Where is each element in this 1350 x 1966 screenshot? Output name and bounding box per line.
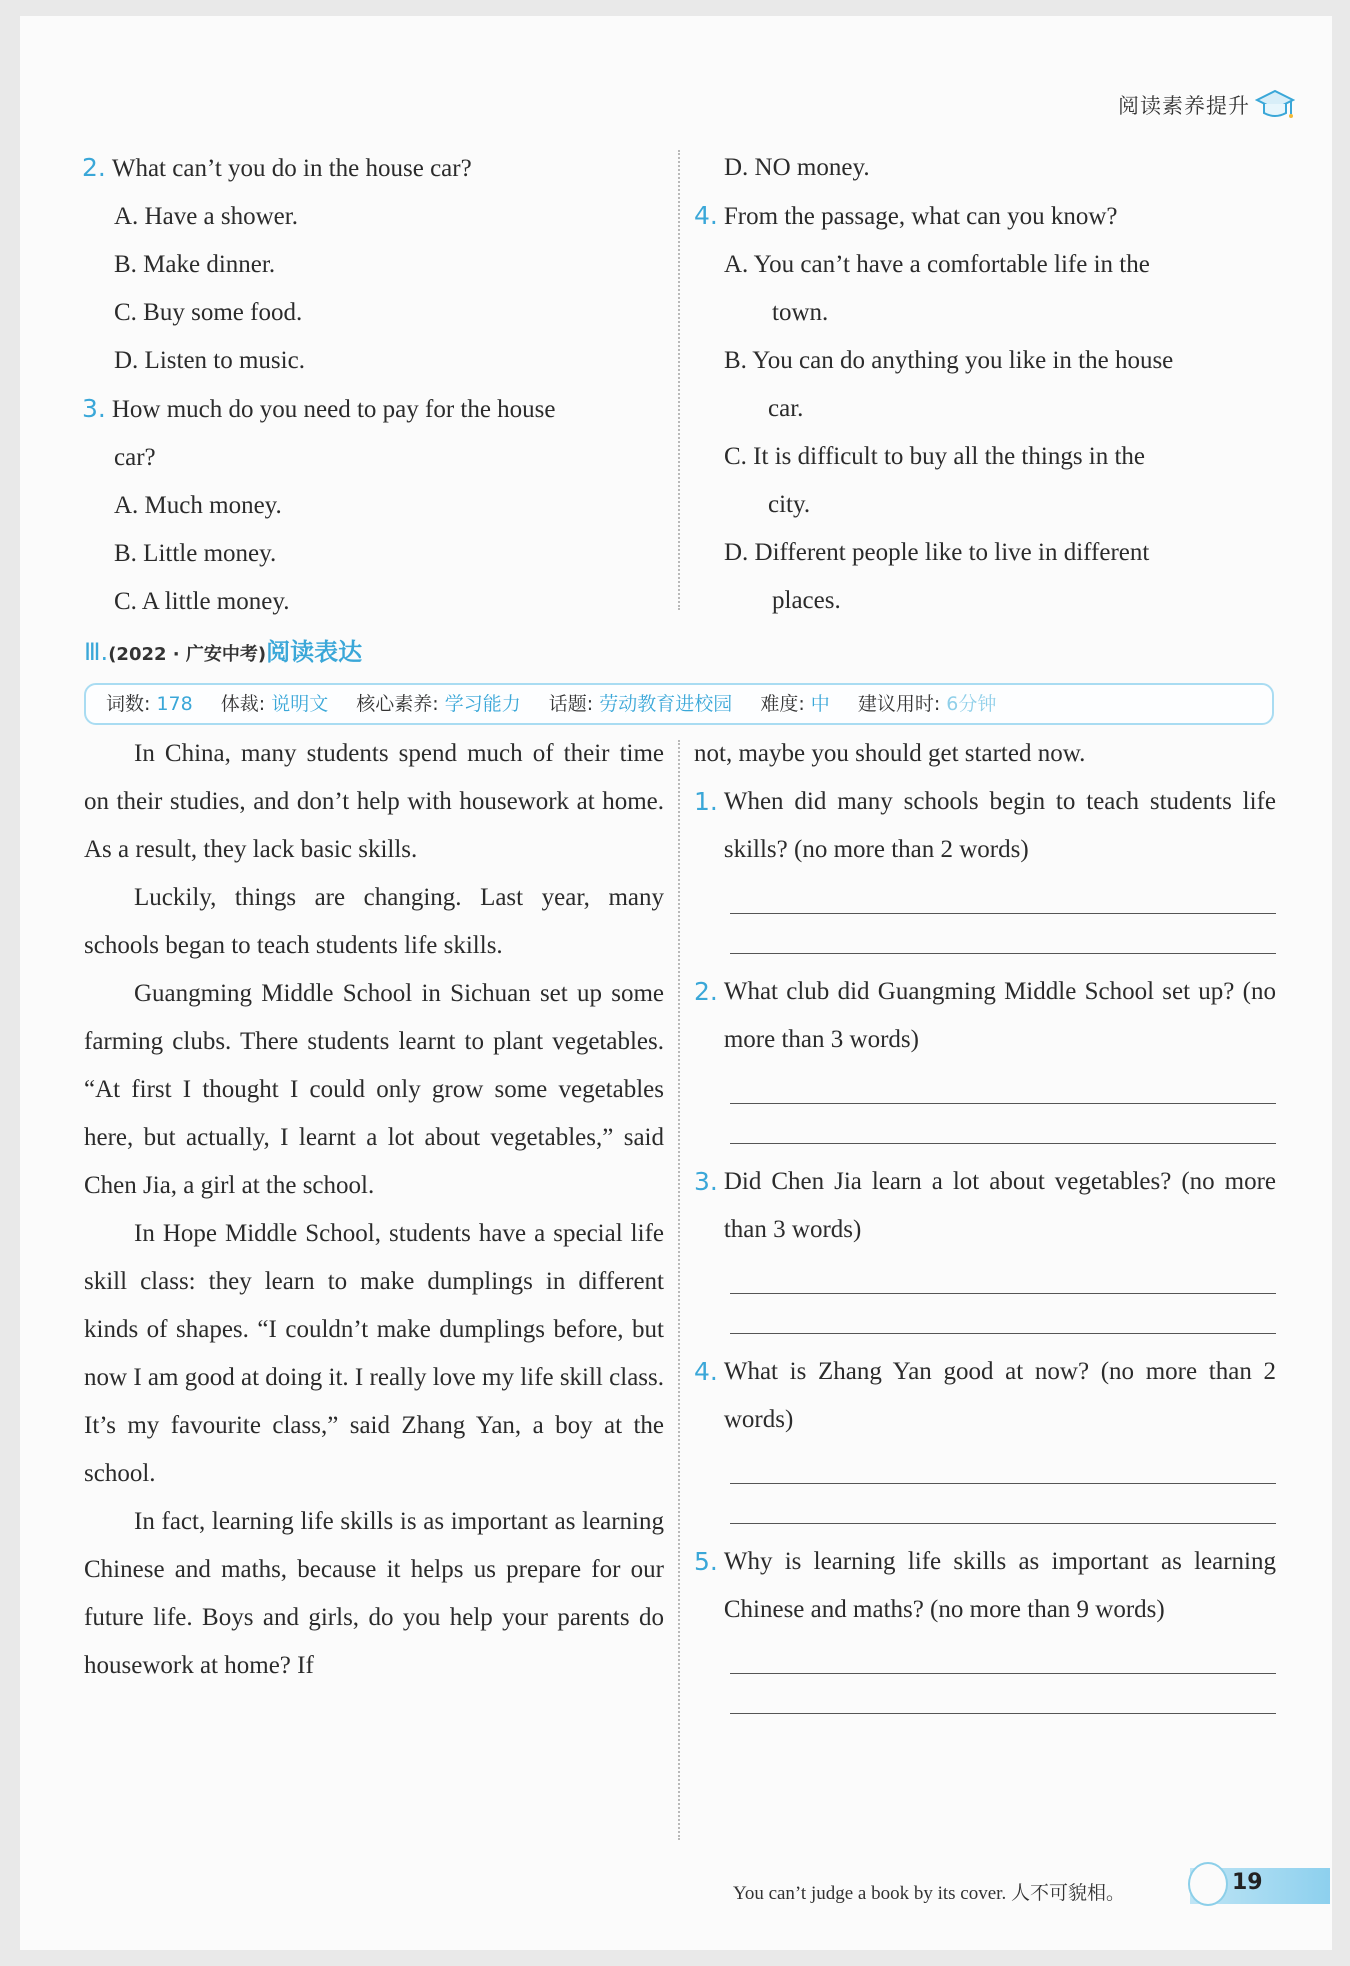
info-label: 话题: (548, 693, 594, 715)
info-value: 6分钟 (946, 693, 997, 715)
question-4-block (694, 144, 1284, 625)
passage-paragraph: Luckily, things are changing. Last year, many schools began to teach students life skills. (84, 884, 664, 959)
option: C. Buy some food. (114, 299, 303, 326)
option-continued: car. (768, 395, 804, 422)
info-label: 体裁: (220, 693, 266, 715)
answer-line[interactable] (730, 1634, 1276, 1674)
info-value: 说明文 (271, 693, 329, 715)
passage-continuation: not, maybe you should get started now. (694, 740, 1086, 767)
header-title: 阅读素养提升 (1118, 94, 1250, 118)
question-5 (694, 1538, 1276, 1714)
question-text: car? (114, 444, 156, 471)
info-label: 建议用时: (857, 693, 941, 715)
option: D. Different people like to live in different (724, 539, 1150, 566)
option: D. NO money. (724, 154, 870, 181)
info-label: 核心素养: (356, 693, 439, 715)
question-text: When did many schools begin to teach students life skills? (no more than 2 words) (723, 788, 1276, 863)
option: B. Make dinner. (114, 251, 276, 278)
question-text: Did Chen Jia learn a lot about vegetables? (no more than 3 words) (723, 1168, 1276, 1243)
answer-line[interactable] (730, 1484, 1276, 1524)
question-number: 3. (82, 394, 106, 423)
question-number: 4. (694, 201, 718, 230)
answer-line[interactable] (730, 1294, 1276, 1334)
info-value: 中 (810, 693, 830, 715)
page-number: 19 (1232, 1870, 1263, 1895)
column-divider-bottom (678, 740, 680, 1840)
answer-line[interactable] (730, 1064, 1276, 1104)
option: C. A little money. (114, 588, 290, 615)
questions-column (694, 730, 1276, 1714)
section-source: (2022 · 广安中考) (108, 644, 267, 665)
reading-passage (84, 730, 664, 1690)
question-number: 4. (694, 1357, 718, 1386)
info-value: 178 (156, 693, 193, 715)
question-text: From the passage, what can you know? (723, 203, 1118, 230)
answer-line[interactable] (730, 1674, 1276, 1714)
option: A. Have a shower. (114, 203, 298, 230)
section-title: 阅读表达 (266, 638, 363, 666)
answer-line[interactable] (730, 1444, 1276, 1484)
question-number: 3. (694, 1167, 718, 1196)
passage-paragraph: Guangming Middle School in Sichuan set up some farming clubs. There students learnt to plant vegetables. “At first I thought I could only grow some vegetables here, but actually, I learnt a lot about vegetables,” said Chen Jia, a girl at the school. (84, 980, 664, 1199)
question-text: Why is learning life skills as important as learning Chinese and maths? (no more than 9 words) (723, 1548, 1276, 1623)
section-header (84, 632, 362, 667)
option: A. You can’t have a comfortable life in the (724, 251, 1150, 278)
question-number: 5. (694, 1547, 718, 1576)
question-number: 1. (694, 787, 718, 816)
question-2-block (82, 144, 662, 626)
question-number: 2. (82, 153, 106, 182)
info-bar (84, 683, 1274, 725)
option: B. Little money. (114, 540, 277, 567)
passage-paragraph: In Hope Middle School, students have a special life skill class: they learn to make dumplings in different kinds of shapes. “I couldn’t make dumplings before, but now I am good at doing it. I really love my life skill class. It’s my favourite class,” said Zhang Yan, a boy at the school. (84, 1220, 664, 1487)
column-divider-top (678, 150, 680, 610)
option-continued: places. (772, 587, 841, 614)
question-text: How much do you need to pay for the house (111, 396, 556, 423)
option-continued: city. (768, 491, 811, 518)
footer-proverb: You can’t judge a book by its cover. 人不可貌相。 (733, 1883, 1125, 1904)
option: D. Listen to music. (114, 347, 305, 374)
option: B. You can do anything you like in the house (724, 347, 1174, 374)
info-value: 劳动教育进校园 (599, 693, 733, 715)
option: A. Much money. (114, 492, 282, 519)
answer-line[interactable] (730, 1104, 1276, 1144)
answer-line[interactable] (730, 1254, 1276, 1294)
graduation-cap-icon (1255, 86, 1295, 122)
question-text: What can’t you do in the house car? (111, 155, 472, 182)
answer-line[interactable] (730, 874, 1276, 914)
question-number: 2. (694, 977, 718, 1006)
question-2 (694, 968, 1276, 1144)
passage-paragraph: In fact, learning life skills is as important as learning Chinese and maths, because it helps us prepare for our future life. Boys and girls, do you help your parents do housework at home? If (84, 1508, 664, 1679)
option: C. It is difficult to buy all the things in the (724, 443, 1146, 470)
question-3 (694, 1158, 1276, 1334)
section-number: Ⅲ. (84, 638, 109, 666)
page-number-circle (1188, 1862, 1228, 1906)
question-1 (694, 778, 1276, 954)
passage-paragraph: In China, many students spend much of their time on their studies, and don’t help with housework at home. As a result, they lack basic skills. (84, 740, 664, 863)
answer-line[interactable] (730, 914, 1276, 954)
info-value: 学习能力 (444, 693, 521, 715)
question-text: What club did Guangming Middle School set up? (no more than 3 words) (723, 978, 1276, 1053)
question-text: What is Zhang Yan good at now? (no more than 2 words) (723, 1358, 1276, 1433)
info-label: 难度: (760, 693, 805, 715)
info-label: 词数: (106, 693, 151, 715)
question-4 (694, 1348, 1276, 1524)
option-continued: town. (772, 299, 829, 326)
